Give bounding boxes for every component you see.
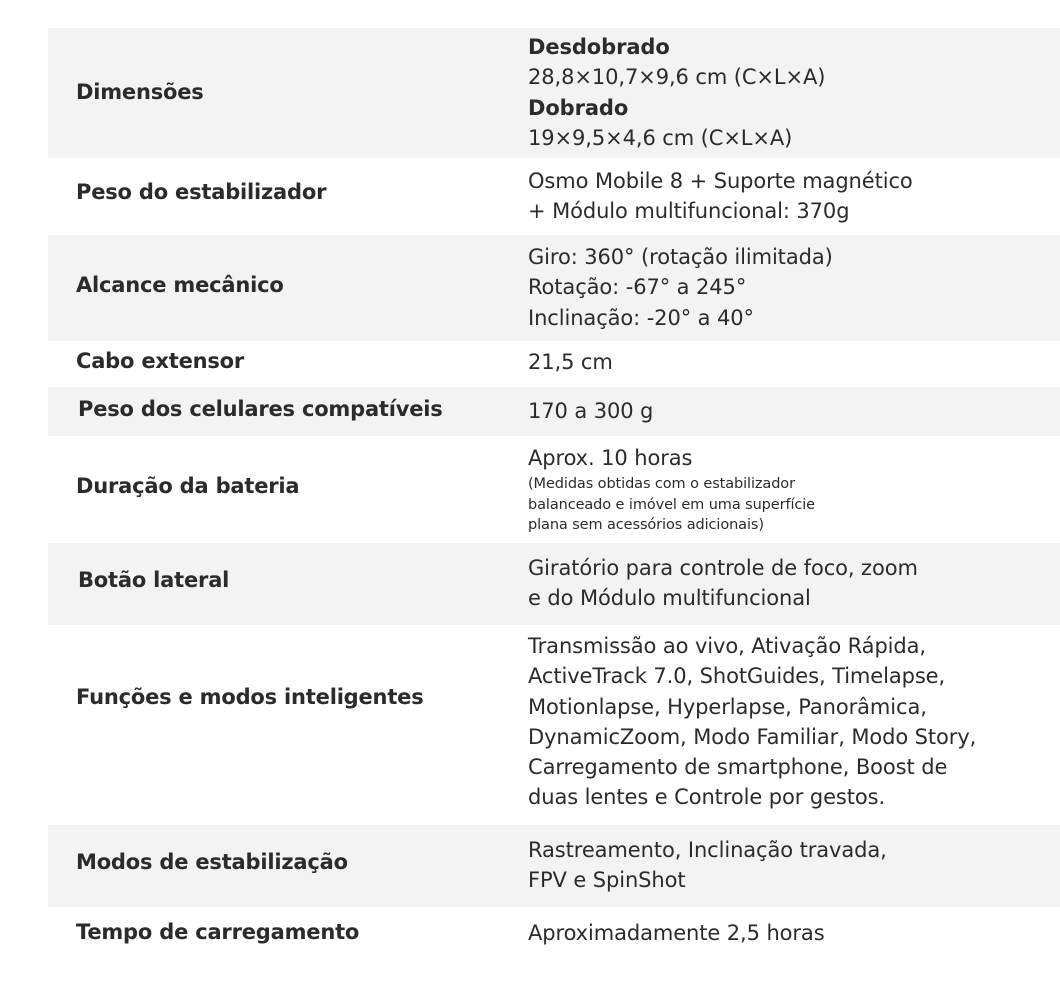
- spec-value-line: duas lentes e Controle por gestos.: [528, 785, 886, 810]
- spec-row-tempo-carregamento: [48, 907, 1060, 963]
- spec-value: [528, 553, 1058, 614]
- spec-row-botao-lateral: [48, 543, 1060, 625]
- spec-value: [528, 442, 1058, 536]
- spec-value-line: e do Módulo multifuncional: [528, 586, 811, 611]
- spec-value-line: 19×9,5×4,6 cm (C×L×A): [528, 125, 793, 150]
- spec-value-line: FPV e SpinShot: [528, 868, 686, 893]
- spec-row-dimensoes: [48, 28, 1060, 158]
- spec-label: Peso do estabilizador: [76, 180, 327, 204]
- spec-row-duracao-bateria: [48, 436, 1060, 543]
- spec-value-line: Transmissão ao vivo, Ativação Rápida,: [528, 634, 926, 658]
- spec-value-line: Carregamento de smartphone, Boost de: [528, 755, 948, 780]
- spec-value-note: (Medidas obtidas com o estabilizador: [528, 476, 795, 492]
- spec-value-line: 21,5 cm: [528, 350, 613, 374]
- spec-label: Tempo de carregamento: [76, 920, 360, 944]
- spec-label: Alcance mecânico: [76, 273, 284, 297]
- spec-label: Dimensões: [76, 80, 204, 104]
- spec-value-line: 170 a 300 g: [528, 399, 654, 423]
- spec-row-funcoes-inteligentes: [48, 625, 1060, 825]
- spec-value-line: Osmo Mobile 8 + Suporte magnético: [528, 169, 913, 193]
- spec-value-line: + Módulo multifuncional: 370g: [528, 199, 850, 224]
- spec-value: [528, 396, 1058, 426]
- spec-value-line: Inclinação: -20° a 40°: [528, 305, 754, 330]
- spec-label: Botão lateral: [78, 568, 230, 592]
- spec-value-line: Aproximadamente 2,5 horas: [528, 921, 825, 945]
- spec-value-line: Giro: 360° (rotação ilimitada): [528, 245, 833, 269]
- spec-label: Cabo extensor: [76, 349, 245, 373]
- spec-value-line: Desdobrado: [528, 35, 670, 59]
- spec-row-alcance-mecanico: [48, 235, 1060, 341]
- spec-value: [528, 32, 1058, 153]
- spec-row-peso-estabilizador: [48, 158, 1060, 235]
- spec-label: Duração da bateria: [76, 474, 300, 498]
- spec-value-line: ActiveTrack 7.0, ShotGuides, Timelapse,: [528, 664, 946, 689]
- spec-row-peso-celulares: [48, 387, 1060, 436]
- spec-label: Modos de estabilização: [76, 850, 348, 874]
- spec-value: [528, 835, 1058, 896]
- spec-value: [528, 166, 1058, 227]
- spec-value: [528, 242, 1058, 333]
- spec-value-line: Rotação: -67° a 245°: [528, 275, 747, 300]
- spec-value-line: Motionlapse, Hyperlapse, Panorâmica,: [528, 694, 927, 719]
- spec-value: [528, 347, 1058, 377]
- spec-value-line: Dobrado: [528, 95, 629, 120]
- spec-value-line: Giratório para controle de foco, zoom: [528, 556, 918, 580]
- spec-value-line: 28,8×10,7×9,6 cm (C×L×A): [528, 65, 826, 90]
- spec-row-modos-estabilizacao: [48, 825, 1060, 907]
- spec-value-line: Rastreamento, Inclinação travada,: [528, 838, 887, 862]
- spec-label: Peso dos celulares compatíveis: [78, 397, 443, 421]
- spec-value: [528, 631, 1058, 813]
- spec-row-cabo-extensor: [48, 341, 1060, 387]
- spec-value-line: DynamicZoom, Modo Familiar, Modo Story,: [528, 724, 977, 749]
- spec-value-line: Aprox. 10 horas: [528, 446, 693, 470]
- spec-value: [528, 918, 1058, 948]
- spec-value-note: balanceado e imóvel em uma superfície: [528, 496, 816, 513]
- spec-value-note: plana sem acessórios adicionais): [528, 517, 764, 533]
- spec-label: Funções e modos inteligentes: [76, 685, 424, 709]
